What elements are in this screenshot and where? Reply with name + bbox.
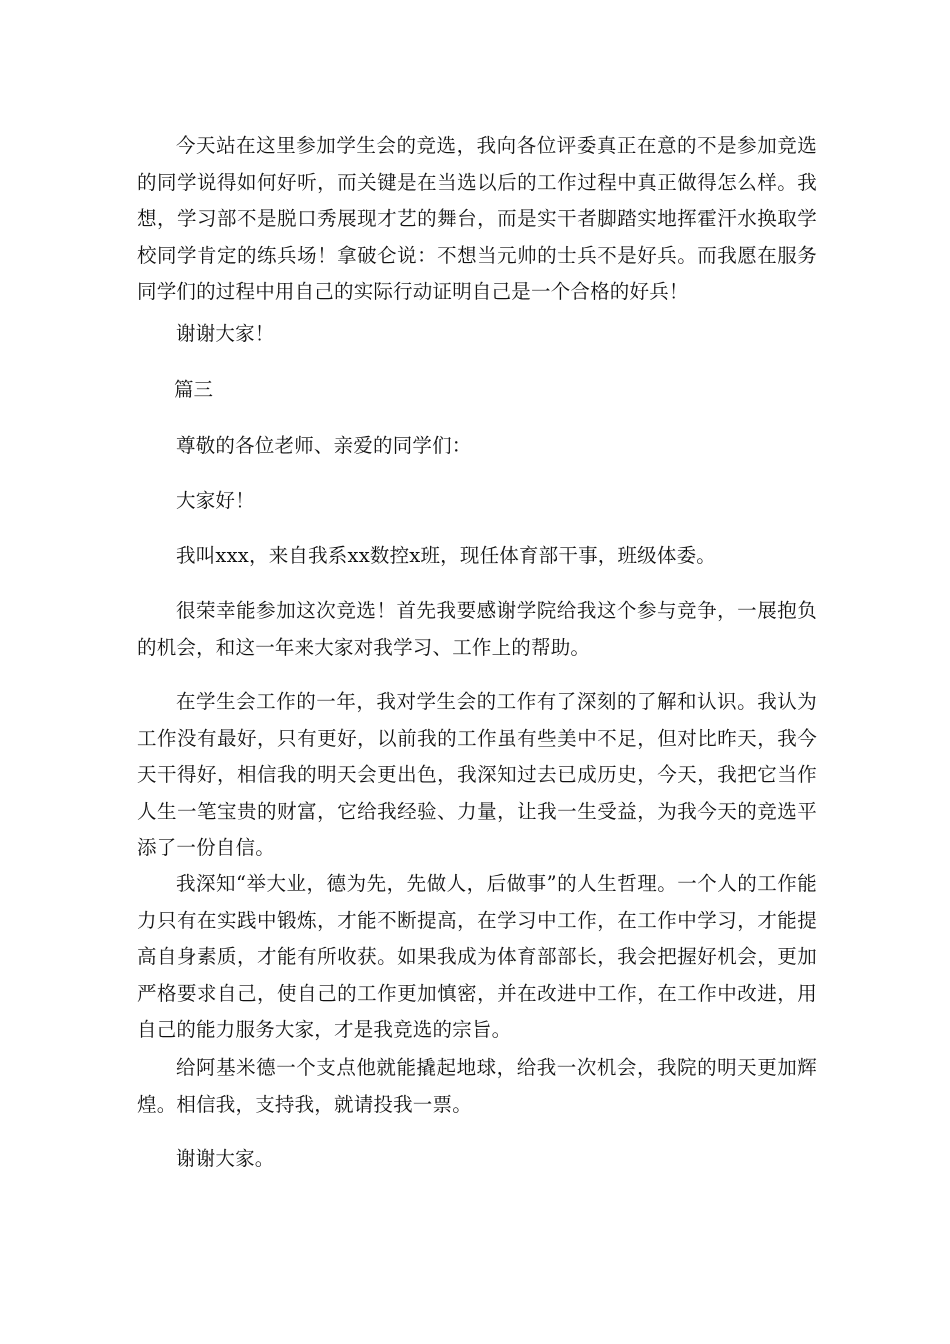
paragraph-thanks-1: 谢谢大家！ [176,322,275,345]
paragraph-speech-closing: 今天站在这里参加学生会的竞选，我向各位评委真正在意的不是参加竞选的同学说得如何好听，而关键是在当选以后的工作过程中真正做得怎么样。我想，学习部不是脱口秀展现才艺的舞台，而是实干者脚踏实地挥霍汗水换取学校同学肯定的练兵场！拿破仑说：不想当元帅的士兵不是好兵。而我愿在服务同学们的过程中用自己的实际行动证明自己是一个合格的好兵！ [137,134,817,304]
paragraph-philosophy: 我深知“举大业，德为先，先做人，后做事”的人生哲理。一个人的工作能力只有在实践中锻炼，才能不断提高，在学习中工作，在工作中学习，才能提高自身素质，才能有所收获。如果我成为体育部部长，我会把握好机会，更加严格要求自己，使自己的工作更加慎密，并在改进中工作，在工作中改进，用自己的能力服务大家，才是我竞选的宗旨。 [137,872,817,1042]
paragraph-experience: 在学生会工作的一年，我对学生会的工作有了深刻的了解和认识。我认为工作没有最好，只有更好，以前我的工作虽有些美中不足，但对比昨天，我今天干得好，相信我的明天会更出色，我深知过去已成历史，今天，我把它当作人生一笔宝贵的财富，它给我经验、力量，让我一生受益，为我今天的竞选平添了一份自信。 [137,690,817,860]
paragraph-introduction: 我叫xxx，来自我系xx数控x班，现任体育部干事，班级体委。 [176,544,716,567]
paragraph-greeting: 大家好！ [176,489,255,512]
paragraph-gratitude: 很荣幸能参加这次竞选！首先我要感谢学院给我这个参与竞争，一展抱负的机会，和这一年来大家对我学习、工作上的帮助。 [137,599,817,659]
paragraph-salutation: 尊敬的各位老师、亲爱的同学们： [176,434,472,457]
section-heading: 篇三 [174,378,214,401]
paragraph-thanks-2: 谢谢大家。 [176,1147,275,1170]
paragraph-appeal: 给阿基米德一个支点他就能撬起地球，给我一次机会，我院的明天更加辉煌。相信我，支持我，就请投我一票。 [137,1056,817,1116]
